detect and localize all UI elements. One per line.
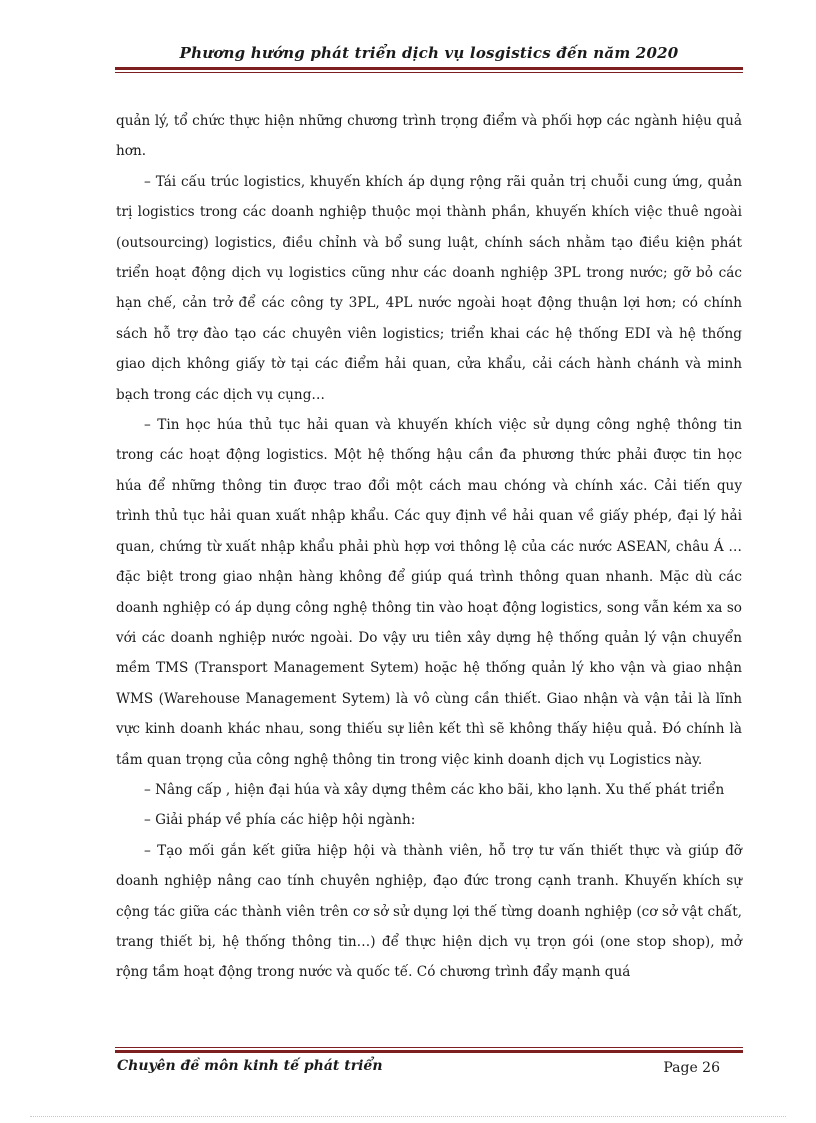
header-rule-thick (115, 67, 743, 70)
footer-course-title: Chuyên đề môn kinh tế phát triển (117, 1058, 383, 1074)
paragraph-1: quản lý, tổ chức thực hiện những chương trình trọng điểm và phối hợp các ngành hiệu quả hơn. (116, 113, 742, 160)
paragraph-6: – Tạo mối gắn kết giữa hiệp hội và thành viên, hỗ trợ tư vấn thiết thực và giúp đỡ doanh nghiệp nâng cao tính chuyên nghiệp, đạo đức trong cạnh tranh. Khuyến khích sự cộng tác giữa các thành viên trên cơ sở sử dụng lợi thế từng doanh nghiệp (cơ sở vật chất, trang thiết bị, hệ thống thông tin…) để thực hiện dịch vụ trọn gói (one stop shop), mở rộng tầm hoạt động trong nước và quốc tế. Có chương trình đẩy mạnh quá (116, 842, 742, 981)
page-header-title: Phương hướng phát triển dịch vụ losgistics đến năm 2020 (179, 44, 679, 62)
page-bottom-edge (30, 1116, 786, 1117)
paragraph-5: – Giải pháp về phía các hiệp hội ngành: (144, 812, 416, 829)
paragraph-4: – Nâng cấp , hiện đại húa và xây dựng thêm các kho bãi, kho lạnh. Xu thế phát triển (144, 781, 725, 798)
paragraph-2: – Tái cấu trúc logistics, khuyến khích áp dụng rộng rãi quản trị chuỗi cung ứng, quản trị logistics trong các doanh nghiệp thuộc mọi thành phần, khuyến khích việc thuê ngoài (outsourcing) logistics, điều chỉnh và bổ sung luật, chính sách nhằm tạo điều kiện phát triển hoạt động dịch vụ logistics cũng như các doanh nghiệp 3PL trong nước; gỡ bỏ các hạn chế, cản trở để các công ty 3PL, 4PL nước ngoài hoạt động thuận lợi hơn; có chính sách hỗ trợ đào tạo các chuyên viên logistics; triển khai các hệ thống EDI và hệ thống giao dịch không giấy tờ tại các điểm hải quan, cửa khẩu, cải cách hành chánh và minh bạch trong các dịch vụ cụng… (116, 173, 742, 403)
document-body (116, 106, 742, 988)
footer-rule-thin (115, 1047, 743, 1048)
header-rule-thin (115, 72, 743, 73)
paragraph-3: – Tin học húa thủ tục hải quan và khuyến khích việc sử dụng công nghệ thông tin trong các hoạt động logistics. Một hệ thống hậu cần đa phương thức phải được tin học húa để những thông tin được trao đổi một cách mau chóng và chính xác. Cải tiến quy trình thủ tục hải quan xuất nhập khẩu. Các quy định về hải quan về giấy phép, đại lý hải quan, chứng từ xuất nhập khẩu phải phù hợp vơi thông lệ của các nước ASEAN, châu Á …đặc biệt trong giao nhận hàng không để giúp quá trình thông quan nhanh. Mặc dù các doanh nghiệp có áp dụng công nghệ thông tin vào hoạt động logistics, song vẫn kém xa so với các doanh nghiệp nước ngoài. Do vậy ưu tiên xây dựng hệ thống quản lý vận chuyển mềm TMS (Transport Management Sytem) hoặc hệ thống quản lý kho vận và giao nhận WMS (Warehouse Management Sytem) là vô cùng cần thiết. Giao nhận và vận tải là lĩnh vực kinh doanh khác nhau, song thiếu sự liên kết thì sẽ không thấy hiệu quả. Đó chính là tầm quan trọng của công nghệ thông tin trong việc kinh doanh dịch vụ Logistics này. (116, 417, 742, 768)
footer-rule-thick (115, 1050, 743, 1053)
page-number: Page 26 (663, 1060, 720, 1076)
